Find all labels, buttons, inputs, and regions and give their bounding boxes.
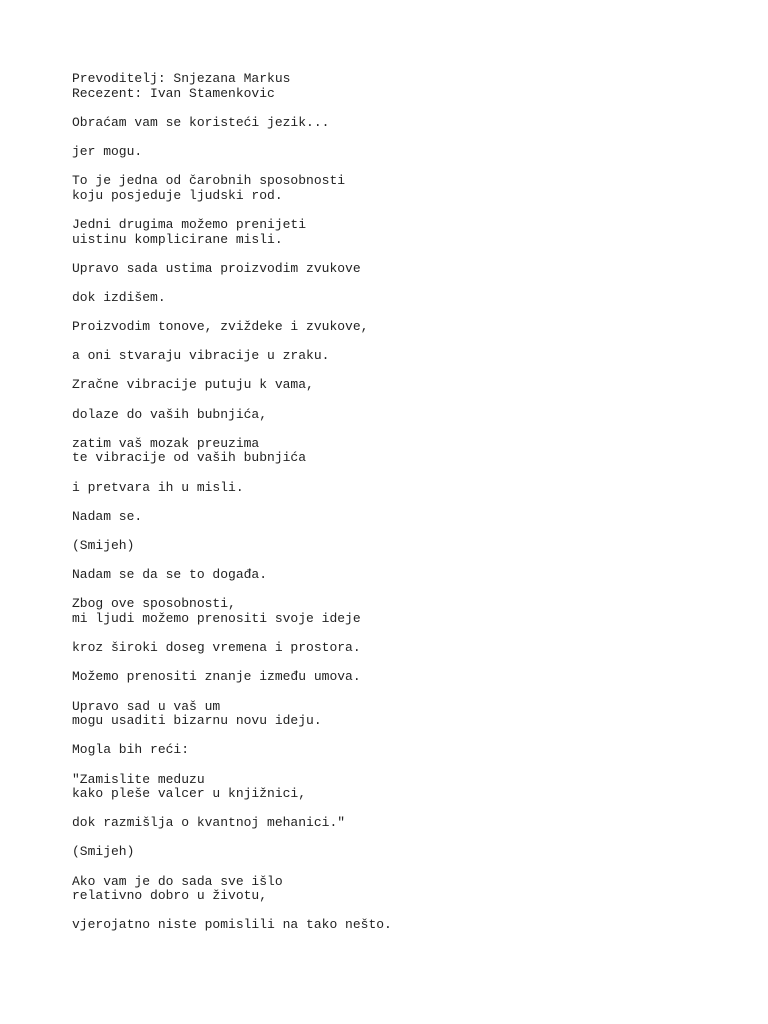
text-paragraph [72,597,712,626]
text-line: Ako vam je do sada sve išlo [72,873,283,889]
text-paragraph [72,218,712,247]
text-paragraph [72,816,712,831]
text-paragraph [72,700,712,729]
text-line: (Smijeh) [72,538,135,553]
text-line: Prevoditelj: Snjezana Markus [72,71,291,86]
text-line: Upravo sada ustima proizvodim zvukove [72,260,361,276]
text-line: dok izdišem. [72,289,166,305]
text-line: Zbog ove sposobnosti, [72,596,236,612]
text-line: Možemo prenositi znanje između umova. [72,669,361,685]
text-line: Nadam se da se to događa. [72,567,268,583]
text-paragraph [72,773,712,802]
text-paragraph [72,875,712,904]
text-paragraph [72,670,712,685]
text-paragraph [72,262,712,277]
text-paragraph [72,568,712,583]
text-line: te vibracije od vaših bubnjića [72,450,307,466]
text-paragraph [72,408,712,423]
text-paragraph [72,349,712,364]
text-line: "Zamislite meduzu [72,771,205,787]
text-paragraph [72,845,712,860]
text-line: zatim vaš mozak preuzima [72,435,260,451]
text-paragraph [72,481,712,496]
text-line: i pretvara ih u misli. [72,479,244,495]
text-paragraph [72,145,712,160]
document-page [72,72,712,948]
text-paragraph [72,174,712,203]
text-line: kroz široki doseg vremena i prostora. [72,640,361,656]
text-paragraph [72,510,712,525]
text-line: Obraćam vam se koristeći jezik... [72,114,330,130]
text-line: To je jedna od čarobnih sposobnosti [72,173,346,189]
text-line: a oni stvaraju vibracije u zraku. [72,348,330,364]
text-line: Proizvodim tonove, zviždeke i zvukove, [72,319,369,335]
text-line: (Smijeh) [72,844,135,860]
text-line: Jedni drugima možemo prenijeti [72,216,307,232]
text-paragraph [72,918,712,933]
text-line: relativno dobro u životu, [72,888,268,904]
text-line: Upravo sad u vaš um [72,698,221,714]
text-paragraph [72,641,712,656]
text-line: mi ljudi možemo prenositi svoje ideje [72,610,361,626]
text-line: Nadam se. [72,508,143,524]
text-line: jer mogu. [72,143,143,159]
text-line: dolaze do vaših bubnjića, [72,406,268,422]
text-paragraph [72,320,712,335]
text-line: kako pleše valcer u knjižnici, [72,786,307,802]
text-line: Mogla bih reći: [72,742,190,758]
text-line: Zračne vibracije putuju k vama, [72,377,314,393]
text-line: koju posjeduje ljudski rod. [72,187,283,203]
text-paragraph [72,291,712,306]
text-paragraph [72,378,712,393]
text-paragraph [72,437,712,466]
text-paragraph [72,116,712,131]
text-line: vjerojatno niste pomislili na tako nešto. [72,917,392,933]
text-paragraph [72,72,712,101]
text-line: Recezent: Ivan Stamenkovic [72,85,275,101]
text-line: uistinu komplicirane misli. [72,231,283,247]
text-line: mogu usaditi bizarnu novu ideju. [72,713,322,729]
text-paragraph [72,539,712,554]
text-paragraph [72,743,712,758]
text-line: dok razmišlja o kvantnoj mehanici." [72,815,346,831]
